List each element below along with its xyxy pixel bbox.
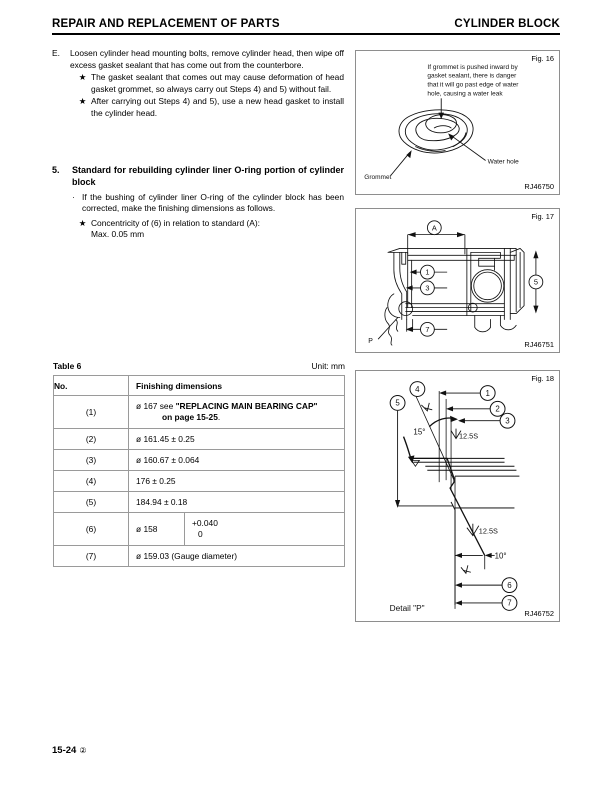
finishing-dimensions-table [53,375,345,567]
table-caption-label: Table 6 [53,361,82,371]
figure-16-note-line-4: hole, causing a water leak [427,90,503,98]
figure-17-callout-3: 3 [425,283,430,293]
figure-18-callout-7: 7 [507,598,512,608]
row-no: (6) [54,513,129,546]
table-unit-label: Unit: mm [311,361,345,371]
star-bullet-icon: ★ [78,72,87,83]
figure-16-note-line-3: that it will go past edge of water [427,81,519,89]
table-row [54,492,345,513]
section-5-bullet [52,192,344,215]
figure-18-callout-5: 5 [395,398,400,408]
page-number: 15-24 [52,745,77,756]
tolerance-upper: +0.040 [192,518,218,528]
figure-18-callout-3: 3 [505,416,510,426]
tolerance-nominal: ø 158 [136,524,158,534]
section-5-marker: 5. [52,164,60,175]
figure-16-illustration [356,51,559,194]
tolerance-limits [184,513,344,545]
figure-17-illustration [356,209,559,352]
header-left-title: REPAIR AND REPLACEMENT OF PARTS [52,18,280,30]
figure-18-callout-2: 2 [495,404,500,414]
row-value: ø 160.67 ± 0.064 [129,450,345,471]
header-right-title: CYLINDER BLOCK [454,18,560,30]
step-e-note-2-text: After carrying out Steps 4) and 5), use a new head gasket to install the cylinder head. [91,96,344,118]
row-ref-suffix: . [217,412,221,422]
page-header [52,18,560,35]
revision-mark: ② [79,746,87,755]
row-no: (5) [54,492,129,513]
figure-17-code: RJ46751 [524,340,554,349]
main-text-column [52,48,344,241]
figure-17-callout-5: 5 [533,277,538,287]
page-footer [52,745,86,756]
step-e-note-1 [52,72,344,95]
table-row [54,429,345,450]
table-header-dimensions: Finishing dimensions [129,376,345,396]
row-value: 176 ± 0.25 [129,471,345,492]
figure-panel-18 [355,370,560,622]
row-no: (2) [54,429,129,450]
figure-18-label: Fig. 18 [531,374,554,383]
figure-18-callout-1: 1 [485,388,490,398]
dot-bullet-icon: · [72,191,75,202]
row-value: ø 161.45 ± 0.25 [129,429,345,450]
figure-18-finish-lower: 12.5S [478,526,498,536]
tolerance-cell [129,513,344,545]
section-5-heading [52,164,344,188]
step-e-note-2 [52,96,344,119]
star-bullet-icon: ★ [78,96,87,107]
section-5-note-line1: Concentricity of (6) in relation to standard (A): [91,217,260,228]
figure-17-callout-p: P [368,338,373,346]
row-no: (7) [54,546,129,567]
figure-18-title: Detail "P" [389,602,425,613]
figure-16-code: RJ46750 [524,182,554,191]
figure-18-angle-15: 15° [413,427,426,437]
row-no: (4) [54,471,129,492]
figure-18-code: RJ46752 [524,609,554,618]
section-5-bullet-text: If the bushing of cylinder liner O-ring of the cylinder block has been corrected, make the finishing dimensions as follows. [82,191,344,214]
figure-18-finish-upper: 12.5S [458,431,479,441]
section-5-note-line2: Max. 0.05 mm [91,229,145,240]
table-row [54,513,345,546]
figure-18-angle-10: 10° [494,551,507,561]
step-e-note-1-text: The gasket sealant that comes out may cause deformation of head gasket grommet, so always carry out Steps 4) and 5) without fail. [91,72,344,94]
row-ref-bold2: on page 15-25 [162,412,218,422]
table-header-row [54,376,345,396]
row-value [129,513,345,546]
figure-18-illustration [356,371,559,621]
table-header-no: No. [54,376,129,396]
figure-16-label: Fig. 16 [531,54,554,63]
figure-panel-16 [355,50,560,195]
figure-17-callout-1: 1 [425,267,430,277]
tolerance-lower: 0 [198,529,203,539]
figure-17-callout-a: A [431,223,437,233]
star-bullet-icon: ★ [78,217,87,228]
row-no: (1) [54,396,129,429]
row-ref-prefix: ø 167 see [136,401,176,411]
table-row [54,450,345,471]
figure-panel-17 [355,208,560,353]
figure-18-callout-4: 4 [415,384,420,394]
step-e [52,48,344,71]
table-row [54,546,345,567]
row-no: (3) [54,450,129,471]
section-5-note [52,218,344,241]
row-value: 184.94 ± 0.18 [129,492,345,513]
table-row [54,396,345,429]
row-value [129,396,345,429]
figure-16-callout-water-hole: Water hole [487,158,519,166]
row-ref-bold: "REPLACING MAIN BEARING CAP" [175,401,318,411]
figure-18-callout-6: 6 [507,580,512,590]
figure-16-callout-grommet: Grommet [364,174,392,182]
section-5-note-body [91,218,344,241]
table-row [54,471,345,492]
section-5-title: Standard for rebuilding cylinder liner O-ring portion of cylinder block [72,164,344,187]
figure-17-callout-7: 7 [425,324,430,334]
table-caption [53,361,345,371]
row-value: ø 159.03 (Gauge diameter) [129,546,345,567]
step-e-text: Loosen cylinder head mounting bolts, remove cylinder head, then wipe off excess gasket sealant that has come out from the counterbore. [70,48,344,70]
figure-16-note-line-1: If grommet is pushed inward by [427,63,518,71]
figure-16-note-line-2: gasket sealant, there is danger [427,72,517,80]
figure-17-label: Fig. 17 [531,212,554,221]
step-e-marker: E. [52,48,60,58]
